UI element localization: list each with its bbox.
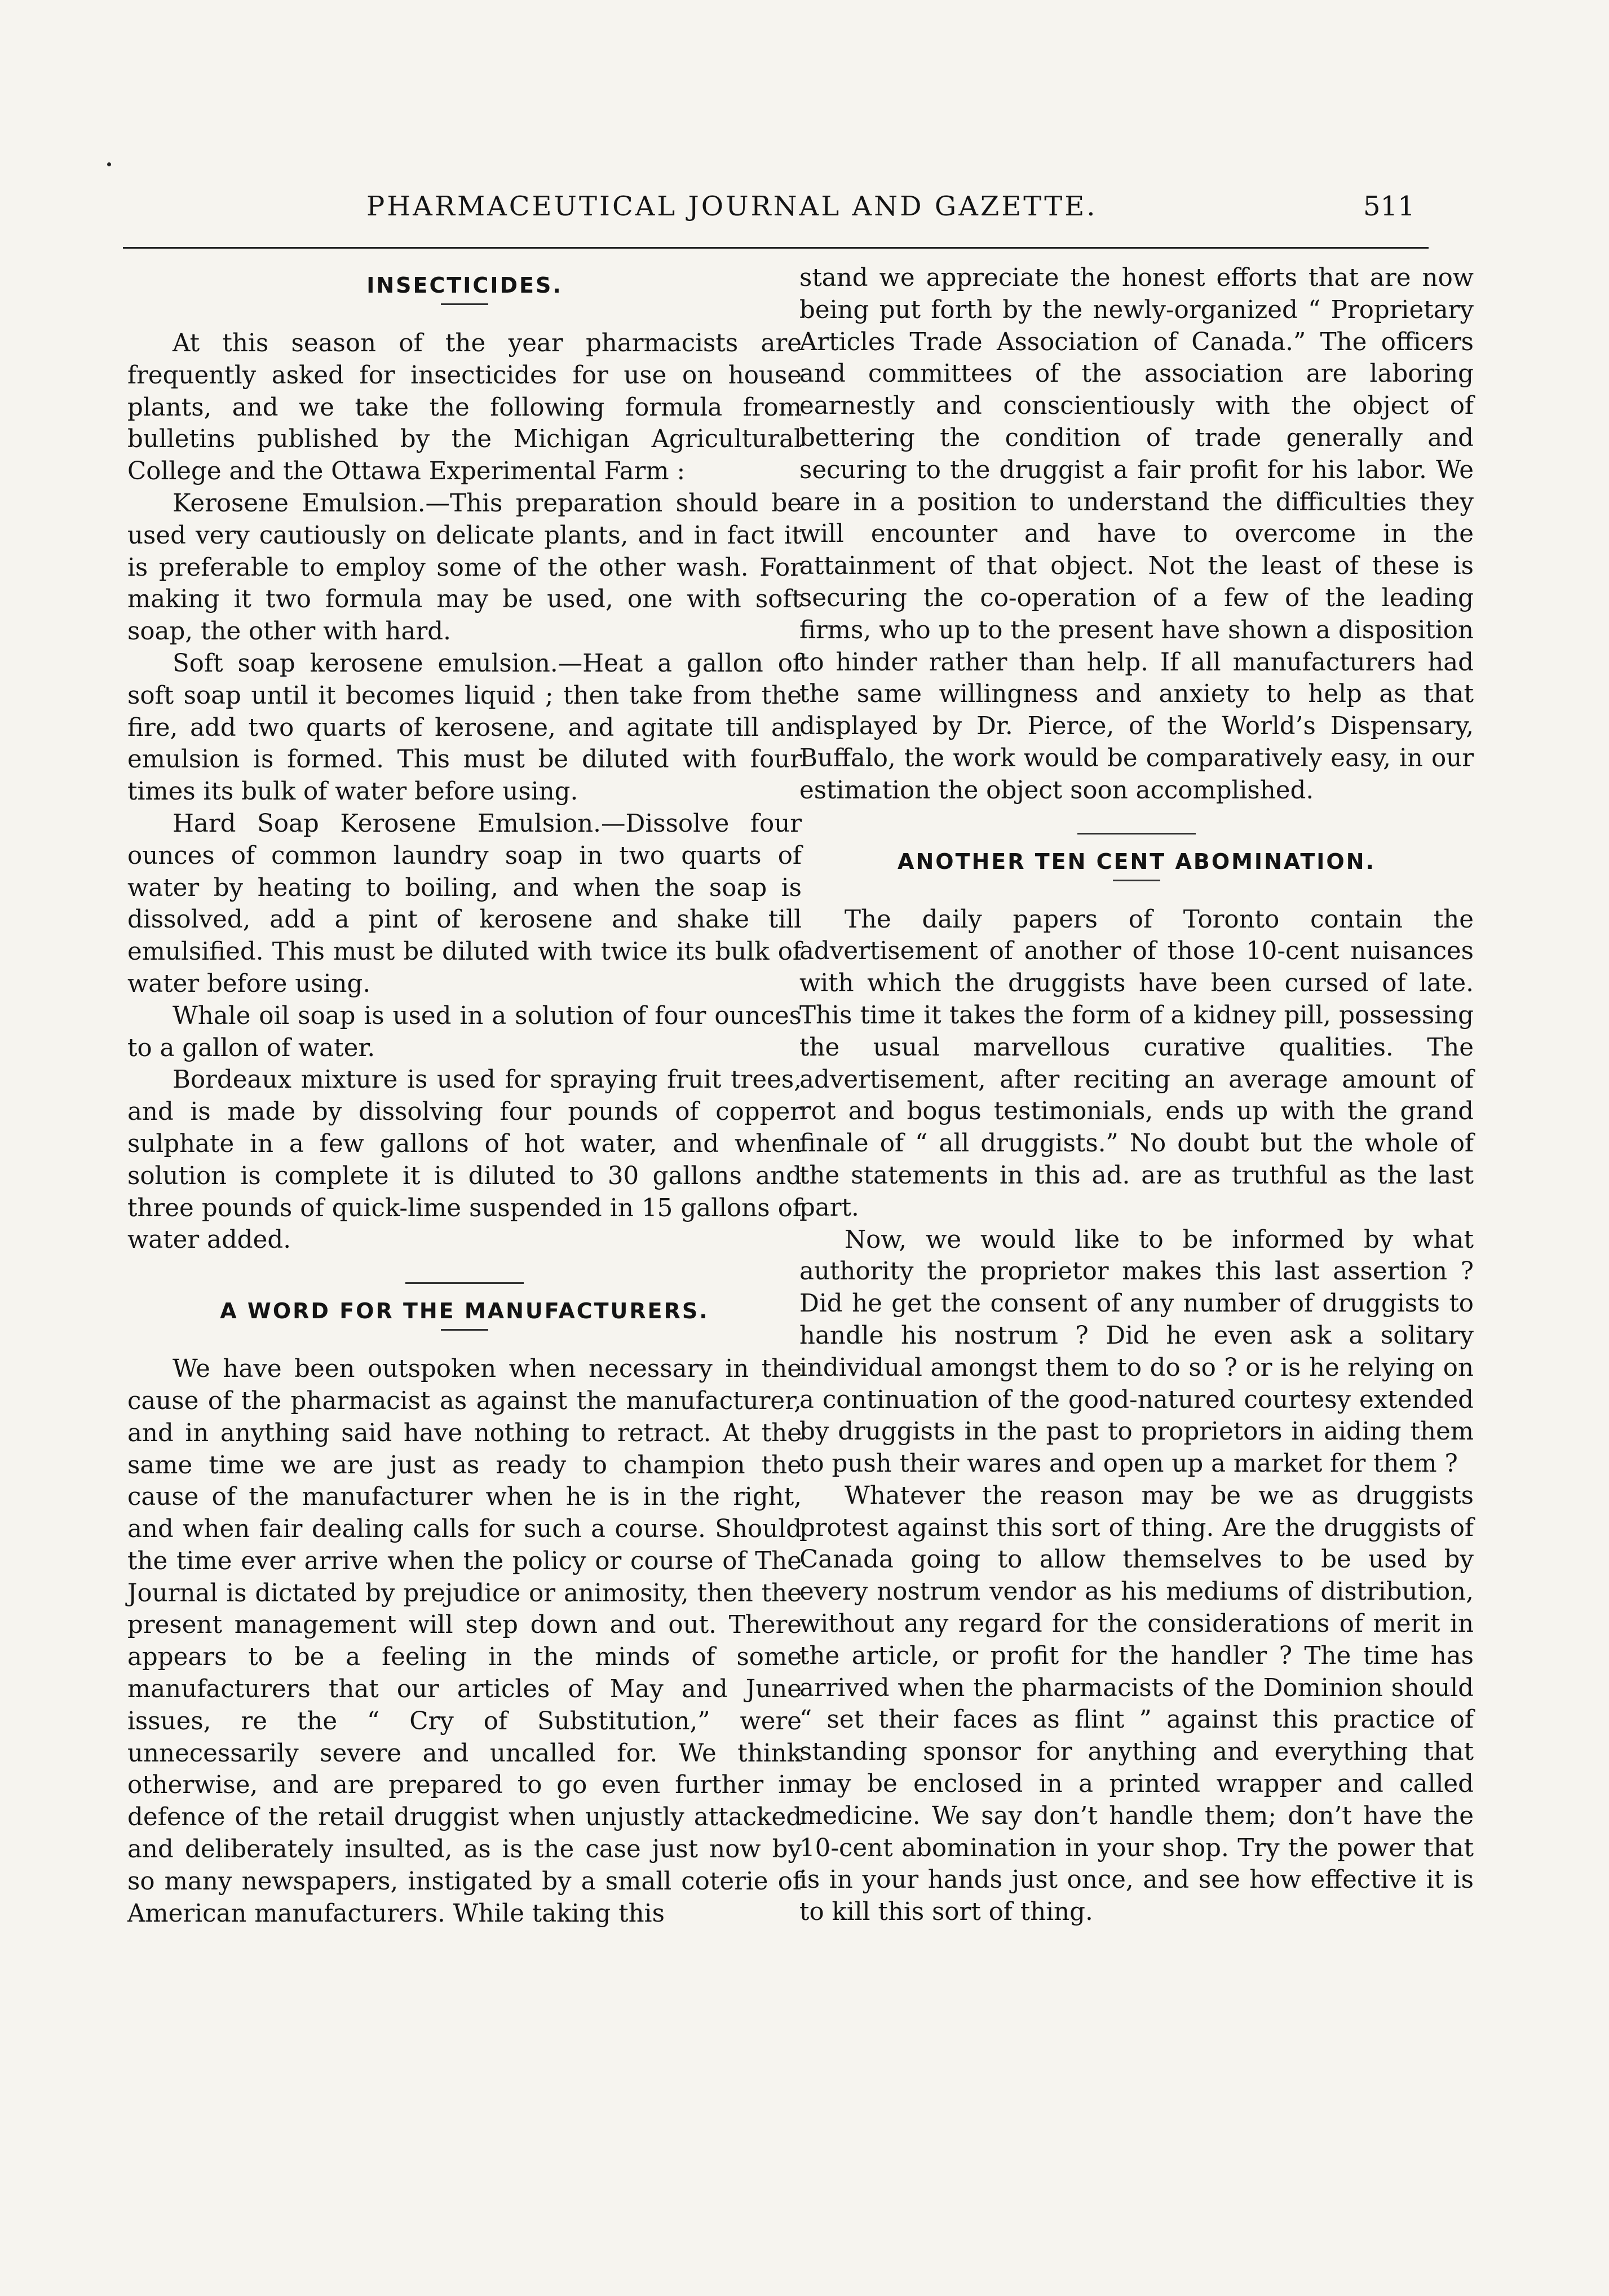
article-title-manufacturers: A WORD FOR THE MANUFACTURERS. [220,1299,709,1324]
section-separator [1077,833,1196,834]
article-paragraph-continued: stand we appreciate the honest efforts that are now being put forth by the newly-organized “ Proprietary Articles Trade Association of Canada.” The officers and committees of the association are laboring earnestly and conscientiously with the object of bettering the condition of trade generally and securing to the druggist a fair profit for his labor. We are in a position to understand the difficulties they will encounter and have to overcome in the attainment of that object. Not the least of these is securing the co-operation of a few of the leading firms, who up to the present have shown a disposition to hinder rather than help. If all manufacturers had the same willingness and anxiety to help as that displayed by Dr. Pierce, of the World’s Dispensary, Buffalo, the work would be comparatively easy, in our estimation the object soon accomplished. [799,264,1474,805]
left-column [127,270,802,1929]
print-speck [107,162,111,166]
title-rule [441,1329,488,1331]
article-paragraph: Kerosene Emulsion.—This preparation should be used very cautiously on delicate plants, and in fact it is preferable to employ some of the other wash. For making it two formula may be used, one with soft soap, the other with hard. [127,489,802,646]
article-paragraph: The daily papers of Toronto contain the advertisement of another of those 10-cent nuisances with which the druggists have been cursed of late. This time it takes the form of a kidney pill, possessing the usual marvellous curative qualities. The advertisement, after reciting an average amount of rot and bogus testimonials, ends up with the grand finale of “ all druggists.” No doubt but the whole of the statements in this ad. are as truthful as the last part. [799,905,1474,1222]
article-paragraph: At this season of the year pharmacists are frequently asked for insecticides for use on house plants, and we take the following formula from bulletins published by the Michigan Agricultural College and the Ottawa Experimental Farm : [127,329,802,486]
article-paragraph: We have been outspoken when necessary in the cause of the pharmacist as against the manufacturer, and in anything said have nothing to retract. At the same time we are just as ready to champion the cause of the manufacturer when he is in the right, and when fair dealing calls for such a course. Should the time ever arrive when the policy or course of The Journal is dictated by prejudice or animosity, then the present management will step down and out. There appears to be a feeling in the minds of some manufacturers that our articles of May and June issues, re the “ Cry of Substitution,” were unnecessarily severe and uncalled for. We think otherwise, and are prepared to go even further in defence of the retail druggist when unjustly attacked and deliberately insulted, as is the case just now by so many newspapers, instigated by a small coterie of American manufacturers. While taking this [127,1355,802,1928]
header-rule [123,247,1429,249]
section-separator [405,1282,524,1284]
article-paragraph: Whale oil soap is used in a solution of four ounces to a gallon of water. [127,1001,802,1062]
article-paragraph: Hard Soap Kerosene Emulsion.—Dissolve four ounces of common laundry soap in two quarts of water by heating to boiling, and when the soap is dissolved, add a pint of kerosene and shake till emulsified. This must be diluted with twice its bulk of water before using. [127,809,802,998]
article-paragraph: Soft soap kerosene emulsion.—Heat a gallon of soft soap until it becomes liquid ; then take from the fire, add two quarts of kerosene, and agitate till an emulsion is formed. This must be diluted with four times its bulk of water before using. [127,649,802,806]
article-paragraph: Bordeaux mixture is used for spraying fruit trees, and is made by dissolving four pounds of copper sulphate in a few gallons of hot water, and when solution is complete it is diluted to 30 gallons and three pounds of quick-lime suspended in 15 gallons of water added. [127,1066,802,1255]
article-paragraph: Whatever the reason may be we as druggists protest against this sort of thing. Are the druggists of Canada going to allow themselves to be used by every nostrum vendor as his mediums of distribution, without any regard for the considerations of merit in the article, or profit for the handler ? The time has arrived when the pharmacists of the Dominion should “ set their faces as flint ” against this practice of standing sponsor for anything and everything that may be enclosed in a printed wrapper and called medicine. We say don’t handle them; don’t have the 10-cent abomination in your shop. Try the power that is in your hands just once, and see how effective it is to kill this sort of thing. [799,1481,1474,1927]
article-paragraph: Now, we would like to be informed by what authority the proprietor makes this last assertion ? Did he get the consent of any number of druggists to handle his nostrum ? Did he even ask a solitary individual amongst them to do so ? or is he relying on a continuation of the good-natured courtesy extended by druggists in the past to proprietors in aiding them to push their wares and open up a market for them ? [799,1225,1474,1478]
right-column [799,262,1474,1928]
article-title-ten-cent: ANOTHER TEN CENT ABOMINATION. [898,849,1376,874]
page-number: 511 [1363,191,1415,222]
article-title-insecticides: INSECTICIDES. [366,273,563,298]
running-title: PHARMACEUTICAL JOURNAL AND GAZETTE. [366,191,1098,222]
title-rule [1113,880,1160,881]
title-rule [441,303,488,305]
